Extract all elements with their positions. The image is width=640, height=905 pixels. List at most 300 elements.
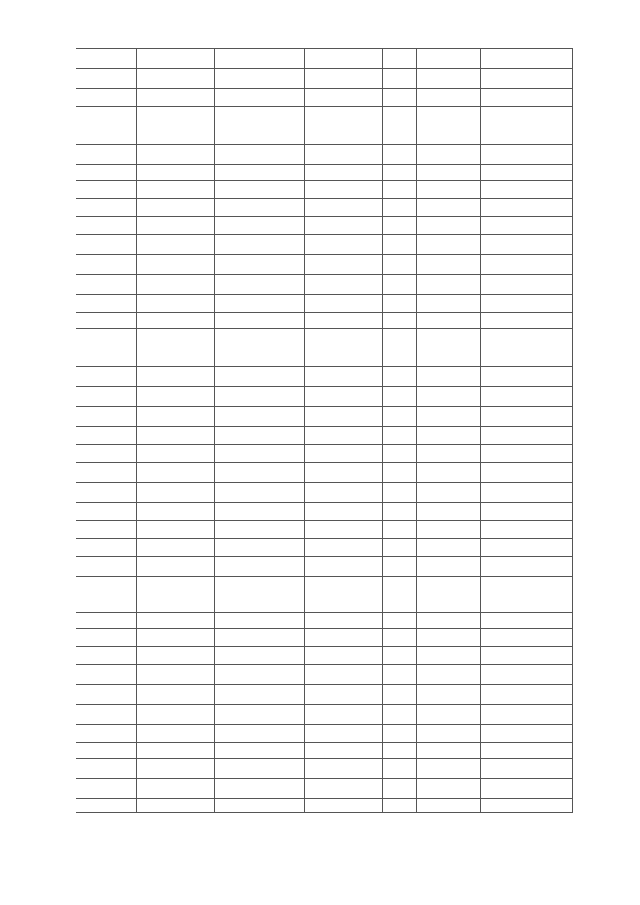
address-cell (136, 577, 214, 613)
rate-cell (416, 577, 480, 613)
purpose-cell (304, 503, 382, 521)
purpose-cell (304, 725, 382, 743)
area-cell (382, 329, 416, 367)
purpose-cell (304, 539, 382, 557)
category-cell (214, 235, 304, 255)
amount-cell (480, 407, 572, 427)
rate-cell (416, 295, 480, 313)
amount-cell (480, 725, 572, 743)
category-cell (214, 407, 304, 427)
cadastral-code (92, 427, 136, 445)
rate-cell (416, 217, 480, 235)
address-cell (136, 275, 214, 295)
rate-cell (416, 779, 480, 799)
table-row (76, 521, 572, 539)
purpose-cell (304, 629, 382, 647)
table-row (76, 181, 572, 199)
table-row (76, 217, 572, 235)
table-row (76, 89, 572, 107)
rate-cell (416, 107, 480, 145)
purpose-cell (304, 235, 382, 255)
cadastral-code (92, 557, 136, 577)
purpose-cell (304, 255, 382, 275)
category-cell (214, 521, 304, 539)
purpose-cell (304, 557, 382, 577)
row-number (76, 647, 92, 665)
amount-cell (480, 779, 572, 799)
cadastral-code (92, 613, 136, 629)
amount-cell (480, 69, 572, 89)
area-cell (382, 503, 416, 521)
cadastral-code (92, 759, 136, 779)
area-cell (382, 779, 416, 799)
category-cell (214, 629, 304, 647)
category-cell (214, 463, 304, 483)
address-cell (136, 89, 214, 107)
address-cell (136, 445, 214, 463)
area-cell (382, 665, 416, 685)
address-cell (136, 539, 214, 557)
amount-cell (480, 463, 572, 483)
table-row (76, 779, 572, 799)
category-cell (214, 313, 304, 329)
address-cell (136, 367, 214, 387)
cadastral-code (92, 647, 136, 665)
purpose-cell (304, 799, 382, 813)
purpose-cell (304, 107, 382, 145)
category-cell (214, 743, 304, 759)
category-cell (214, 199, 304, 217)
rate-cell (416, 629, 480, 647)
table-row (76, 445, 572, 463)
cadastral-code (92, 665, 136, 685)
address-cell (136, 181, 214, 199)
area-cell (382, 235, 416, 255)
category-cell (214, 539, 304, 557)
category-cell (214, 329, 304, 367)
address-cell (136, 557, 214, 577)
cadastral-code (92, 235, 136, 255)
table-row (76, 165, 572, 181)
address-cell (136, 799, 214, 813)
amount-cell (480, 577, 572, 613)
rate-cell (416, 49, 480, 69)
category-cell (214, 665, 304, 685)
cadastral-code (92, 275, 136, 295)
amount-cell (480, 107, 572, 145)
table-row (76, 235, 572, 255)
purpose-cell (304, 217, 382, 235)
amount-cell (480, 445, 572, 463)
area-cell (382, 647, 416, 665)
address-cell (136, 235, 214, 255)
area-cell (382, 759, 416, 779)
area-cell (382, 313, 416, 329)
cadastral-code (92, 577, 136, 613)
rate-cell (416, 521, 480, 539)
category-cell (214, 89, 304, 107)
purpose-cell (304, 295, 382, 313)
table-row (76, 577, 572, 613)
area-cell (382, 629, 416, 647)
row-number (76, 275, 92, 295)
table-row (76, 69, 572, 89)
address-cell (136, 313, 214, 329)
category-cell (214, 647, 304, 665)
row-number (76, 145, 92, 165)
cadastral-code (92, 313, 136, 329)
address-cell (136, 725, 214, 743)
row-number (76, 665, 92, 685)
purpose-cell (304, 743, 382, 759)
cadastral-code (92, 89, 136, 107)
table-row (76, 613, 572, 629)
address-cell (136, 483, 214, 503)
amount-cell (480, 295, 572, 313)
amount-cell (480, 557, 572, 577)
purpose-cell (304, 367, 382, 387)
purpose-cell (304, 445, 382, 463)
cadastral-code (92, 407, 136, 427)
table-row (76, 329, 572, 367)
row-number (76, 759, 92, 779)
cadastral-code (92, 779, 136, 799)
area-cell (382, 445, 416, 463)
category-cell (214, 685, 304, 705)
purpose-cell (304, 165, 382, 181)
purpose-cell (304, 407, 382, 427)
address-cell (136, 743, 214, 759)
row-number (76, 539, 92, 557)
address-cell (136, 779, 214, 799)
rate-cell (416, 665, 480, 685)
area-cell (382, 685, 416, 705)
cadastral-code (92, 49, 136, 69)
purpose-cell (304, 181, 382, 199)
table-row (76, 685, 572, 705)
row-number (76, 685, 92, 705)
category-cell (214, 613, 304, 629)
cadastral-code (92, 145, 136, 165)
rate-cell (416, 275, 480, 295)
rate-cell (416, 367, 480, 387)
rate-cell (416, 613, 480, 629)
area-cell (382, 539, 416, 557)
area-cell (382, 725, 416, 743)
amount-cell (480, 483, 572, 503)
table-row (76, 313, 572, 329)
category-cell (214, 759, 304, 779)
rate-cell (416, 647, 480, 665)
cadastral-code (92, 295, 136, 313)
area-cell (382, 107, 416, 145)
table-row (76, 557, 572, 577)
amount-cell (480, 539, 572, 557)
area-cell (382, 255, 416, 275)
table-row (76, 407, 572, 427)
row-number (76, 577, 92, 613)
rate-cell (416, 387, 480, 407)
address-cell (136, 407, 214, 427)
purpose-cell (304, 145, 382, 165)
category-cell (214, 387, 304, 407)
amount-cell (480, 685, 572, 705)
area-cell (382, 483, 416, 503)
amount-cell (480, 705, 572, 725)
cadastral-code (92, 629, 136, 647)
rate-cell (416, 463, 480, 483)
amount-cell (480, 255, 572, 275)
cadastral-code (92, 725, 136, 743)
row-number (76, 483, 92, 503)
row-number (76, 295, 92, 313)
cadastral-code (92, 685, 136, 705)
purpose-cell (304, 275, 382, 295)
cadastral-code (92, 199, 136, 217)
purpose-cell (304, 521, 382, 539)
category-cell (214, 255, 304, 275)
area-cell (382, 145, 416, 165)
purpose-cell (304, 427, 382, 445)
row-number (76, 313, 92, 329)
rate-cell (416, 427, 480, 445)
cadastral-code (92, 69, 136, 89)
category-cell (214, 725, 304, 743)
row-number (76, 521, 92, 539)
address-cell (136, 705, 214, 725)
address-cell (136, 107, 214, 145)
table-row (76, 629, 572, 647)
cadastral-code (92, 705, 136, 725)
rate-cell (416, 255, 480, 275)
row-number (76, 235, 92, 255)
cadastral-code (92, 445, 136, 463)
area-cell (382, 367, 416, 387)
address-cell (136, 199, 214, 217)
rate-cell (416, 181, 480, 199)
row-number (76, 387, 92, 407)
rate-cell (416, 799, 480, 813)
rate-cell (416, 165, 480, 181)
row-number (76, 217, 92, 235)
row-number (76, 255, 92, 275)
table-row (76, 665, 572, 685)
amount-cell (480, 799, 572, 813)
address-cell (136, 329, 214, 367)
cadastral-code (92, 539, 136, 557)
table-row (76, 503, 572, 521)
amount-cell (480, 199, 572, 217)
amount-cell (480, 49, 572, 69)
rate-cell (416, 89, 480, 107)
table-row (76, 107, 572, 145)
rate-cell (416, 503, 480, 521)
row-number (76, 629, 92, 647)
purpose-cell (304, 647, 382, 665)
amount-cell (480, 235, 572, 255)
table-row (76, 743, 572, 759)
row-number (76, 49, 92, 69)
table-row (76, 255, 572, 275)
row-number (76, 799, 92, 813)
area-cell (382, 557, 416, 577)
row-number (76, 503, 92, 521)
area-cell (382, 705, 416, 725)
address-cell (136, 521, 214, 539)
table-row (76, 275, 572, 295)
rate-cell (416, 725, 480, 743)
row-number (76, 557, 92, 577)
area-cell (382, 743, 416, 759)
category-cell (214, 295, 304, 313)
amount-cell (480, 313, 572, 329)
cadastral-code (92, 521, 136, 539)
address-cell (136, 295, 214, 313)
amount-cell (480, 329, 572, 367)
table-row (76, 463, 572, 483)
purpose-cell (304, 577, 382, 613)
address-cell (136, 49, 214, 69)
address-cell (136, 685, 214, 705)
cadastral-code (92, 255, 136, 275)
amount-cell (480, 629, 572, 647)
row-number (76, 407, 92, 427)
purpose-cell (304, 69, 382, 89)
rate-cell (416, 705, 480, 725)
table-row (76, 427, 572, 445)
area-cell (382, 577, 416, 613)
address-cell (136, 463, 214, 483)
area-cell (382, 199, 416, 217)
area-cell (382, 275, 416, 295)
purpose-cell (304, 483, 382, 503)
amount-cell (480, 387, 572, 407)
area-cell (382, 427, 416, 445)
rate-cell (416, 199, 480, 217)
area-cell (382, 165, 416, 181)
category-cell (214, 577, 304, 613)
address-cell (136, 145, 214, 165)
area-cell (382, 463, 416, 483)
area-cell (382, 295, 416, 313)
purpose-cell (304, 199, 382, 217)
rate-cell (416, 329, 480, 367)
row-number (76, 705, 92, 725)
purpose-cell (304, 313, 382, 329)
rate-cell (416, 743, 480, 759)
amount-cell (480, 181, 572, 199)
category-cell (214, 165, 304, 181)
address-cell (136, 613, 214, 629)
table-row (76, 295, 572, 313)
amount-cell (480, 759, 572, 779)
table-row (76, 647, 572, 665)
row-number (76, 165, 92, 181)
amount-cell (480, 427, 572, 445)
records-table (76, 48, 573, 813)
table-row (76, 799, 572, 813)
address-cell (136, 427, 214, 445)
address-cell (136, 255, 214, 275)
category-cell (214, 217, 304, 235)
cadastral-code (92, 387, 136, 407)
cadastral-code (92, 367, 136, 387)
records-body (76, 49, 572, 813)
category-cell (214, 107, 304, 145)
category-cell (214, 483, 304, 503)
purpose-cell (304, 685, 382, 705)
row-number (76, 89, 92, 107)
row-number (76, 463, 92, 483)
amount-cell (480, 743, 572, 759)
table-row (76, 705, 572, 725)
rate-cell (416, 685, 480, 705)
row-number (76, 181, 92, 199)
category-cell (214, 503, 304, 521)
row-number (76, 69, 92, 89)
amount-cell (480, 665, 572, 685)
amount-cell (480, 613, 572, 629)
rate-cell (416, 69, 480, 89)
category-cell (214, 445, 304, 463)
amount-cell (480, 145, 572, 165)
row-number (76, 367, 92, 387)
area-cell (382, 521, 416, 539)
table-row (76, 49, 572, 69)
category-cell (214, 181, 304, 199)
row-number (76, 445, 92, 463)
amount-cell (480, 217, 572, 235)
purpose-cell (304, 705, 382, 725)
category-cell (214, 69, 304, 89)
address-cell (136, 759, 214, 779)
address-cell (136, 665, 214, 685)
row-number (76, 743, 92, 759)
area-cell (382, 387, 416, 407)
cadastral-code (92, 217, 136, 235)
row-number (76, 427, 92, 445)
category-cell (214, 49, 304, 69)
row-number (76, 779, 92, 799)
address-cell (136, 387, 214, 407)
category-cell (214, 145, 304, 165)
area-cell (382, 181, 416, 199)
rate-cell (416, 145, 480, 165)
category-cell (214, 705, 304, 725)
amount-cell (480, 503, 572, 521)
purpose-cell (304, 759, 382, 779)
table-row (76, 387, 572, 407)
rate-cell (416, 313, 480, 329)
category-cell (214, 367, 304, 387)
cadastral-code (92, 799, 136, 813)
row-number (76, 613, 92, 629)
area-cell (382, 613, 416, 629)
address-cell (136, 217, 214, 235)
rate-cell (416, 483, 480, 503)
area-cell (382, 217, 416, 235)
area-cell (382, 799, 416, 813)
cadastral-code (92, 463, 136, 483)
cadastral-code (92, 483, 136, 503)
rate-cell (416, 539, 480, 557)
purpose-cell (304, 665, 382, 685)
table-row (76, 199, 572, 217)
rate-cell (416, 557, 480, 577)
purpose-cell (304, 613, 382, 629)
row-number (76, 199, 92, 217)
category-cell (214, 275, 304, 295)
